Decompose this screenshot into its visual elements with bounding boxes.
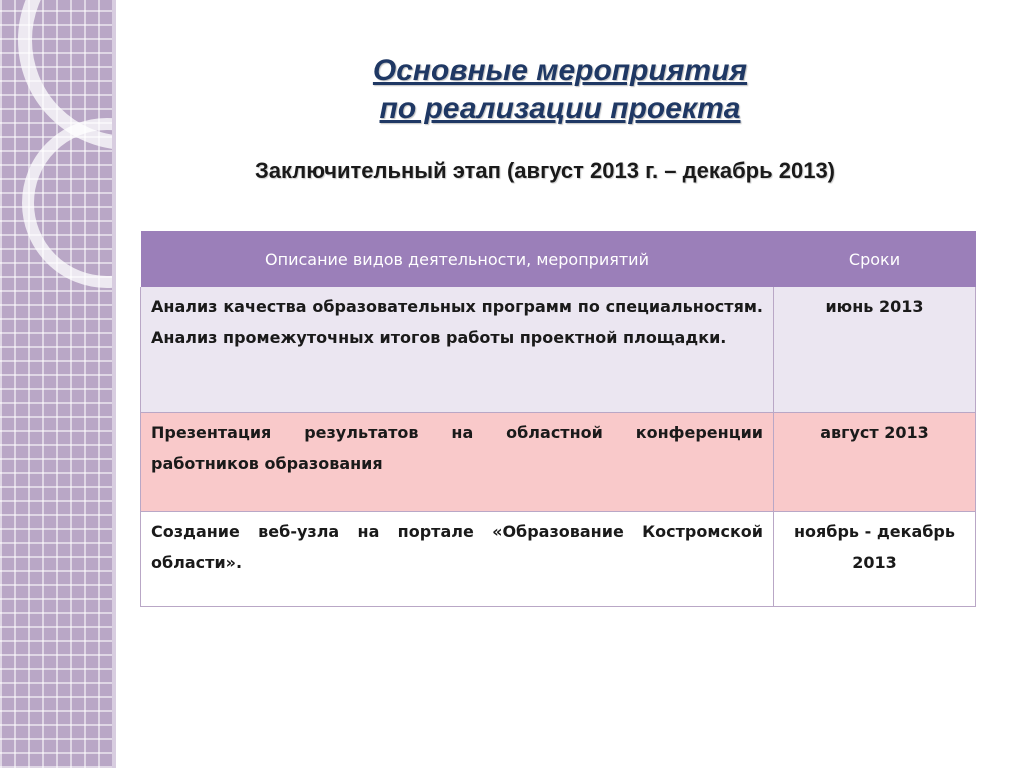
activities-table [140, 231, 976, 607]
table-row [141, 287, 976, 413]
slide-subtitle: Заключительный этап (август 2013 г. – декабрь 2013) [254, 158, 836, 183]
row-description: Презентация результатов на областной конференции работников образования [141, 413, 774, 512]
side-panel-edge [112, 0, 116, 768]
row-description: Анализ качества образовательных программ по специальностям. Анализ промежуточных итогов работы проектной площадки. [141, 287, 774, 413]
decorative-ring [22, 118, 112, 288]
row-term: ноябрь - декабрь 2013 [774, 512, 976, 607]
decorative-side-panel [0, 0, 112, 768]
row-description: Создание веб-узла на портале «Образование Костромской области». [141, 512, 774, 607]
slide-title [300, 52, 820, 128]
row-term: июнь 2013 [774, 287, 976, 413]
header-description: Описание видов деятельности, мероприятий [141, 231, 774, 287]
table-header-row [141, 231, 976, 287]
slide-title-line-1: Основные мероприятия [372, 54, 748, 87]
table-row [141, 413, 976, 512]
table-row [141, 512, 976, 607]
row-term: август 2013 [774, 413, 976, 512]
slide-title-line-2: по реализации проекта [379, 92, 741, 125]
header-term: Сроки [774, 231, 976, 287]
